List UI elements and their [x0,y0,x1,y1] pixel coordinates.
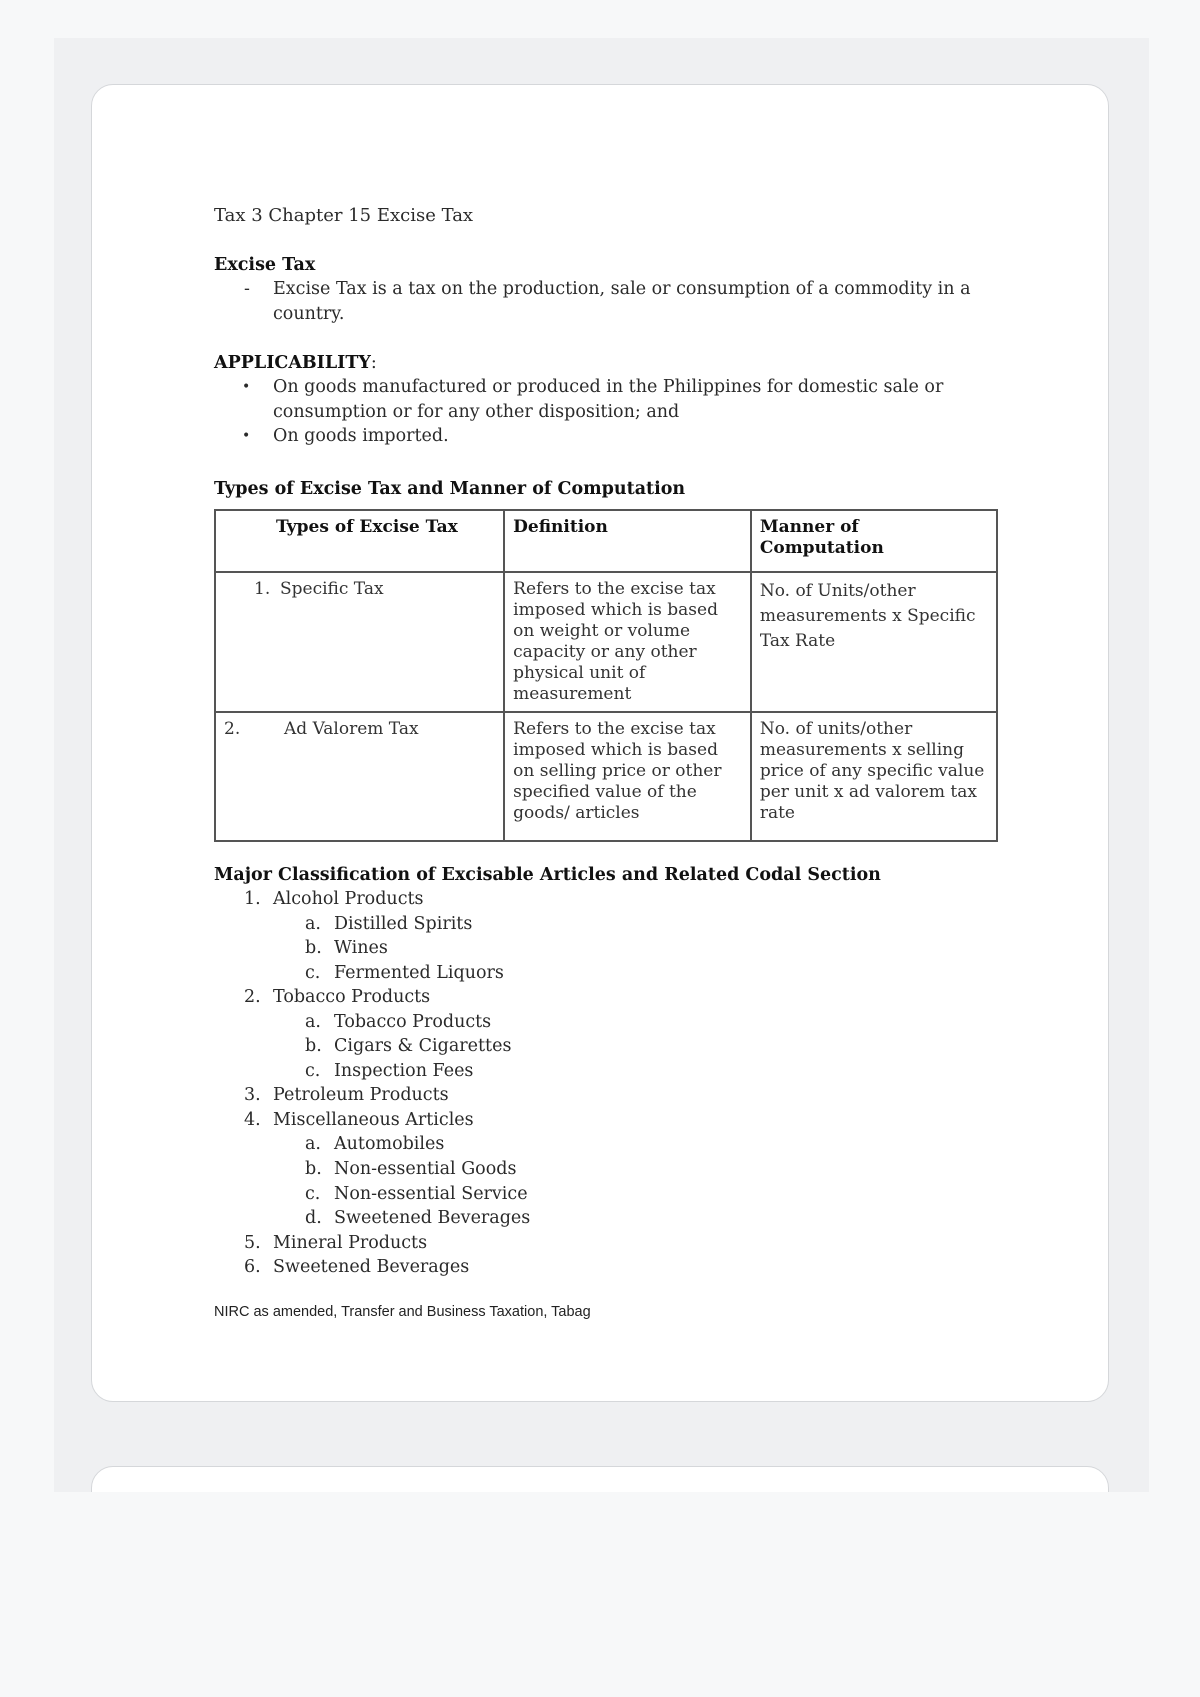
list-subitem: Fermented Liquors [334,963,504,983]
list-subitem: Wines [334,938,388,958]
bullet-marker: • [242,428,251,444]
row1-type: Specific Tax [280,579,384,599]
header-computation: Manner of Computation [751,510,997,572]
list-item: Petroleum Products [273,1085,449,1105]
header-types: Types of Excise Tax [215,510,504,572]
list-subitem: Cigars & Cigarettes [334,1036,512,1056]
excise-definition-line2: country. [273,304,345,324]
list-item-num: 5. [244,1233,261,1253]
list-item-num: 2. [244,987,261,1007]
applicability-item-1-line2: consumption or for any other disposition; and [273,402,680,422]
list-item-num: 6. [244,1257,261,1277]
list-subitem: Tobacco Products [334,1012,492,1032]
list-subitem: Sweetened Beverages [334,1208,531,1228]
list-subitem: Inspection Fees [334,1061,474,1081]
row1-computation: No. of Units/other measurements x Specific Tax Rate [751,572,997,712]
list-item-num: 1. [244,889,261,909]
excise-types-table [214,509,998,842]
types-heading: Types of Excise Tax and Manner of Computation [214,479,686,499]
table-row [215,712,997,841]
list-subitem: Distilled Spirits [334,914,473,934]
source-footer: NIRC as amended, Transfer and Business Taxation, Tabag [214,1304,591,1320]
list-item-num: 4. [244,1110,261,1130]
row2-type-cell [215,712,504,841]
list-item: Mineral Products [273,1233,428,1253]
list-item: Sweetened Beverages [273,1257,470,1277]
table-row [215,572,997,712]
bullet-marker: • [242,379,251,395]
list-subitem-num: b. [305,1159,322,1179]
classification-heading: Major Classification of Excisable Articles and Related Codal Section [214,865,881,885]
row1-definition: Refers to the excise tax imposed which is based on weight or volume capacity or any other physical unit of measurement [504,572,751,712]
next-document-page [91,1466,1109,1492]
applicability-colon: : [370,353,377,373]
list-subitem-num: a. [305,1134,321,1154]
row2-num: 2. [224,719,241,739]
list-subitem: Automobiles [334,1134,445,1154]
applicability-item-2: On goods imported. [273,426,449,446]
list-item: Alcohol Products [273,889,424,909]
applicability-item-1-line1: On goods manufactured or produced in the Philippines for domestic sale or [273,377,944,397]
excise-definition-line1: Excise Tax is a tax on the production, sale or consumption of a commodity in a [273,279,971,299]
list-subitem-num: a. [305,1012,321,1032]
excise-tax-heading: Excise Tax [214,255,316,275]
list-subitem: Non-essential Service [334,1184,528,1204]
list-subitem-num: b. [305,938,322,958]
list-item-num: 3. [244,1085,261,1105]
row1-num: 1. [254,579,271,599]
applicability-heading-row [214,353,377,373]
list-item: Miscellaneous Articles [273,1110,474,1130]
list-subitem: Non-essential Goods [334,1159,517,1179]
list-item: Tobacco Products [273,987,431,1007]
list-subitem-num: c. [305,963,321,983]
row2-definition: Refers to the excise tax imposed which is based on selling price or other specified value of the goods/ articles [504,712,751,841]
applicability-heading: APPLICABILITY [214,353,371,373]
document-page [91,84,1109,1402]
list-subitem-num: a. [305,914,321,934]
document-title: Tax 3 Chapter 15 Excise Tax [214,205,474,226]
list-subitem-num: b. [305,1036,322,1056]
dash-marker: - [244,279,250,299]
row1-type-cell [215,572,504,712]
row2-computation: No. of units/other measurements x selling price of any specific value per unit x ad valorem tax rate [751,712,997,841]
header-definition: Definition [504,510,751,572]
list-subitem-num: c. [305,1184,321,1204]
row2-type: Ad Valorem Tax [284,719,419,739]
table-header-row [215,510,997,572]
list-subitem-num: d. [305,1208,322,1228]
list-subitem-num: c. [305,1061,321,1081]
document-viewer [54,38,1149,1492]
